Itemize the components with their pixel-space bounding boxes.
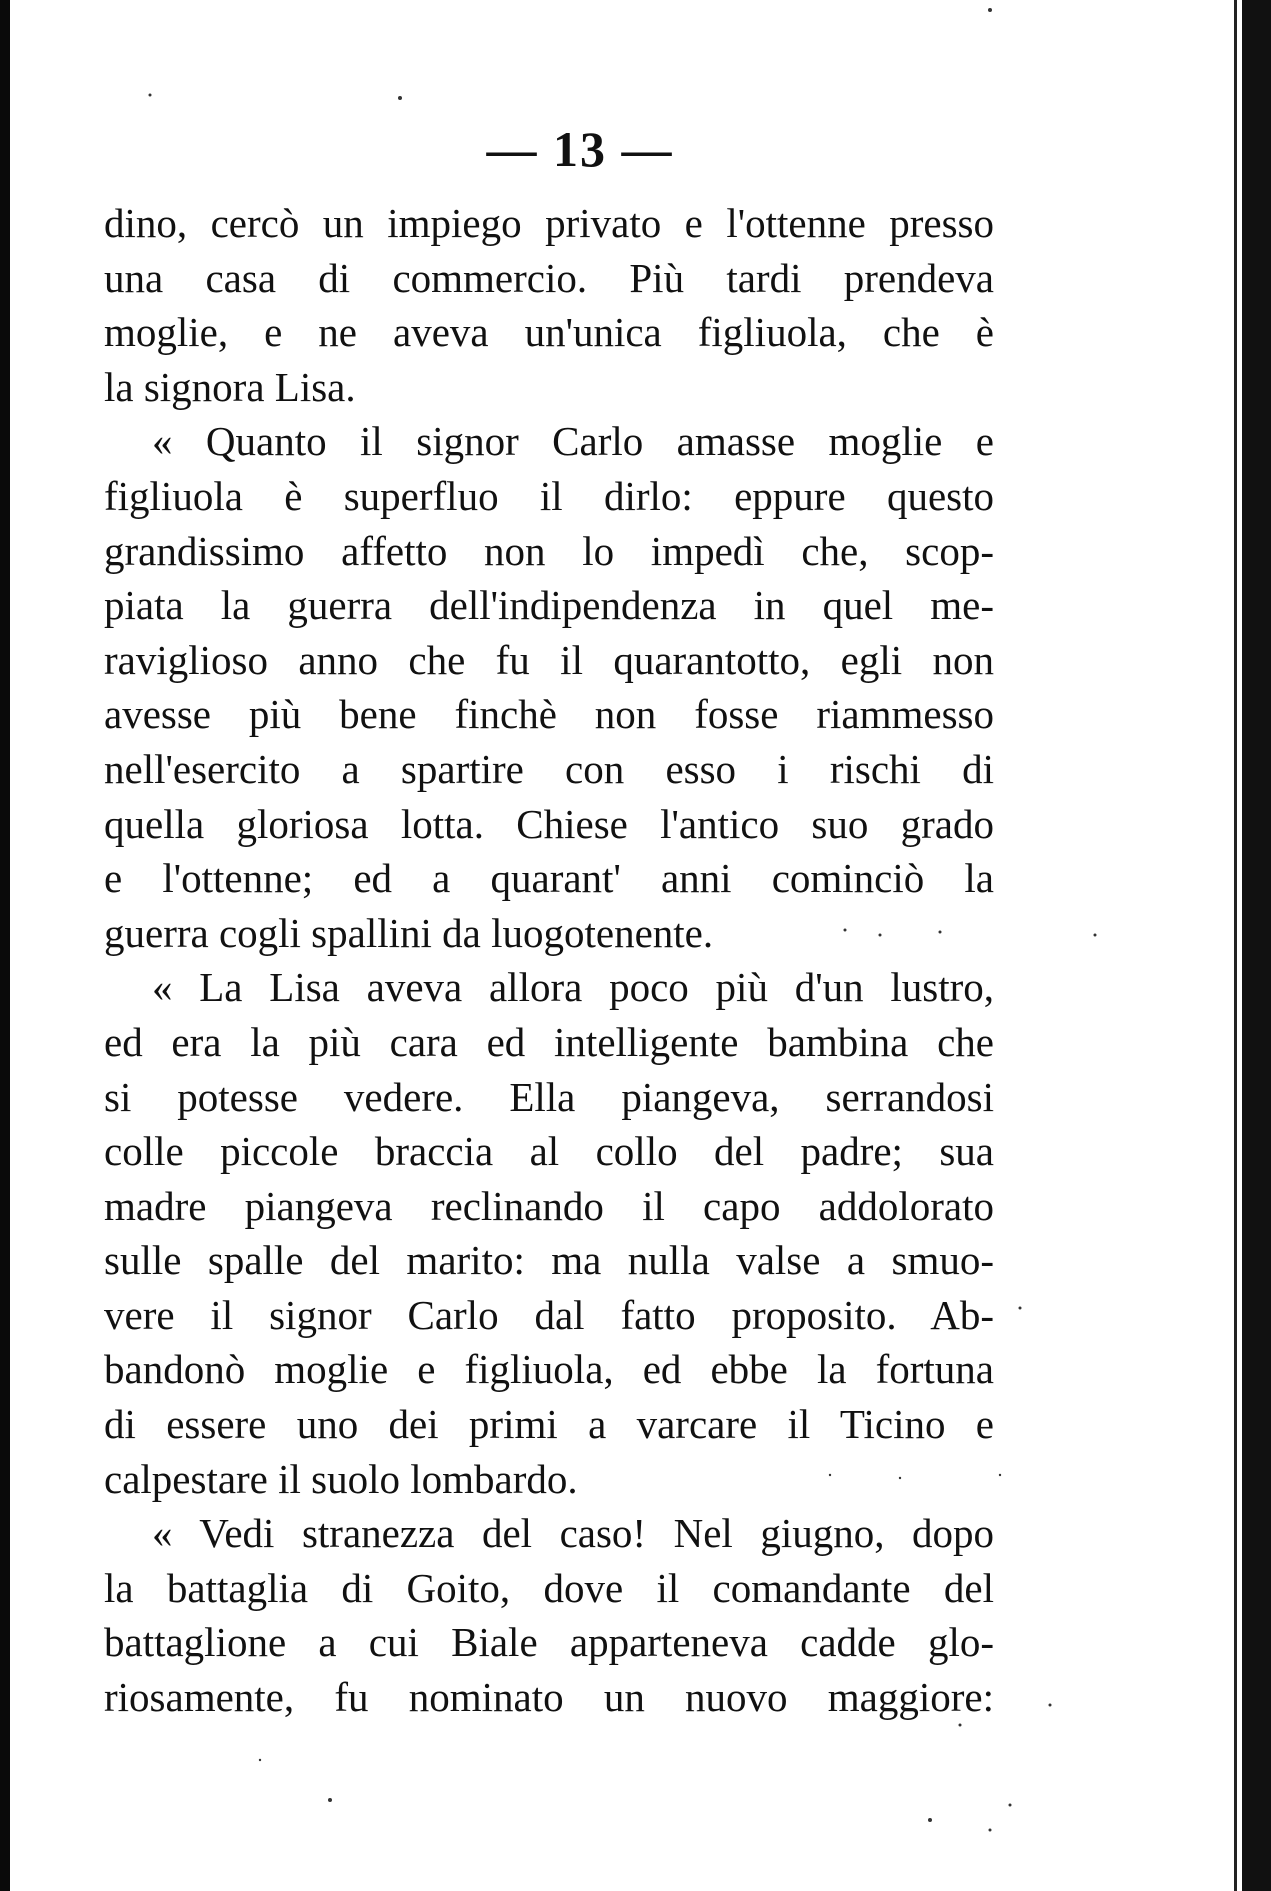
scan-right-edge [1228,0,1271,1891]
text-line: raviglioso anno che fu il quarantotto, egli non [104,636,994,683]
text-line: « Quanto il signor Carlo amasse moglie e [152,418,994,465]
text-line: una casa di commercio. Più tardi prendeva [104,254,994,301]
text-line: ed era la più cara ed intelligente bambina che [104,1018,994,1065]
text-line: nell'esercito a spartire con esso i rischi di [104,745,994,792]
text-line: avesse più bene finchè non fosse riammesso [104,691,994,738]
body-text [104,196,994,1725]
text-line: piata la guerra dell'indipendenza in quel me- [104,582,994,629]
text-line: quella gloriosa lotta. Chiese l'antico suo grado [104,800,994,847]
text-line: grandissimo affetto non lo impedì che, scop- [104,527,994,574]
text-line: si potesse vedere. Ella piangeva, serrandosi [104,1073,994,1120]
text-line: dino, cercò un impiego privato e l'ottenne presso [104,200,994,246]
text-line: vere il signor Carlo dal fatto proposito. Ab- [104,1291,994,1338]
text-line: di essere uno dei primi a varcare il Ticino e [104,1401,994,1448]
text-line: bandonò moglie e figliuola, ed ebbe la fortuna [104,1346,994,1393]
text-line: « La Lisa aveva allora poco più d'un lustro, [152,964,994,1011]
text-line: sulle spalle del marito: ma nulla valse a smuo- [104,1237,994,1284]
text-line: figliuola è superfluo il dirlo: eppure questo [104,472,994,519]
text-line: battaglione a cui Biale apparteneva cadde glo- [104,1619,994,1666]
page-number: — 13 — [486,121,674,177]
text-line: moglie, e ne aveva un'unica figliuola, che è [104,309,994,356]
text-line: guerra cogli spallini da luogotenente. [104,909,714,956]
text-line: calpestare il suolo lombardo. [104,1455,578,1502]
text-line: la battaglia di Goito, dove il comandante del [104,1564,994,1611]
text-line: madre piangeva reclinando il capo addolorato [104,1182,994,1229]
text-line: colle piccole braccia al collo del padre; sua [104,1128,994,1175]
text-line: la signora Lisa. [104,363,356,410]
text-line: « Vedi stranezza del caso! Nel giugno, dopo [152,1510,994,1557]
text-line: e l'ottenne; ed a quarant' anni cominciò la [104,855,994,902]
text-line: riosamente, fu nominato un nuovo maggiore: [104,1674,994,1721]
scan-left-edge [0,0,10,1891]
